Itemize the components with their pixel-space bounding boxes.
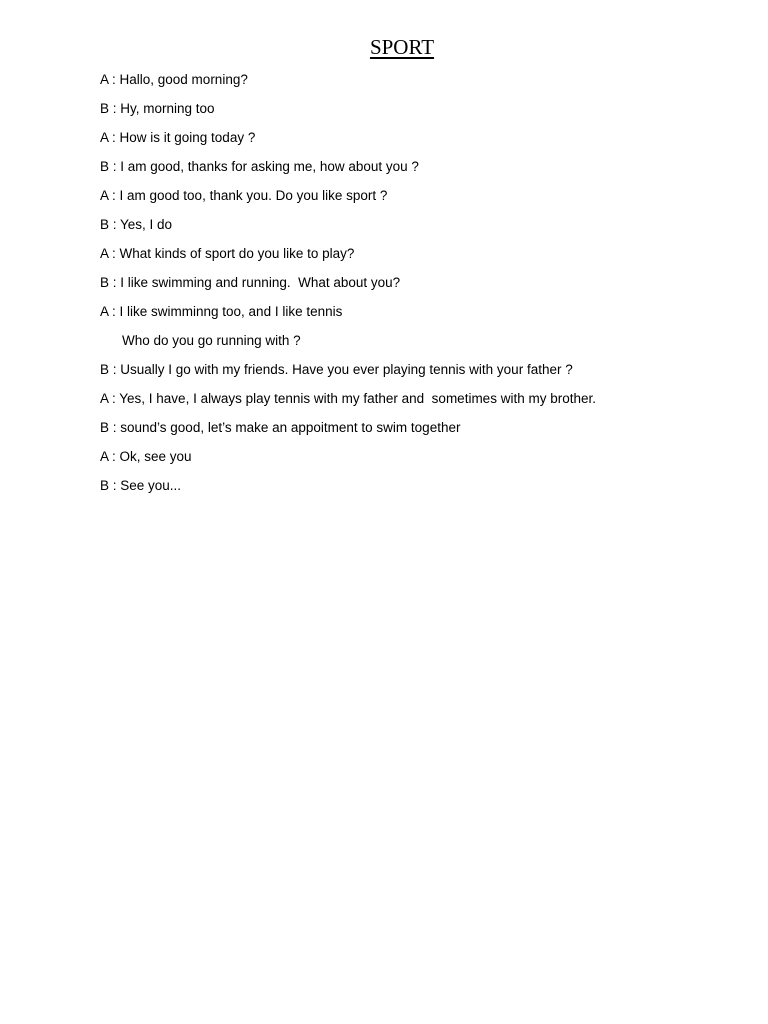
dialogue-line: A : I like swimminng too, and I like tennis xyxy=(100,304,343,319)
dialogue-line: A : Hallo, good morning? xyxy=(100,72,248,87)
dialogue-line: A : What kinds of sport do you like to play? xyxy=(100,246,355,261)
dialogue-line: B : Yes, I do xyxy=(100,217,173,232)
dialogue-line: A : I am good too, thank you. Do you like sport ? xyxy=(100,188,388,203)
dialogue-line: B : I like swimming and running. What about you? xyxy=(100,275,401,290)
dialogue-line: B : I am good, thanks for asking me, how about you ? xyxy=(100,159,419,174)
dialogue-line: A : Yes, I have, I always play tennis with my father and sometimes with my brother. xyxy=(100,391,596,406)
dialogue-line-continuation: Who do you go running with ? xyxy=(122,333,301,348)
dialogue-line: B : Hy, morning too xyxy=(100,101,215,116)
document-title: SPORT xyxy=(369,35,435,59)
dialogue-line: B : Usually I go with my friends. Have you ever playing tennis with your father ? xyxy=(100,362,573,377)
dialogue-line: A : Ok, see you xyxy=(100,449,192,464)
dialogue-line: B : See you... xyxy=(100,478,182,493)
dialogue-line: B : sound’s good, let’s make an appoitment to swim together xyxy=(100,420,461,435)
dialogue-line: A : How is it going today ? xyxy=(100,130,256,145)
dialogue-list xyxy=(100,68,740,503)
